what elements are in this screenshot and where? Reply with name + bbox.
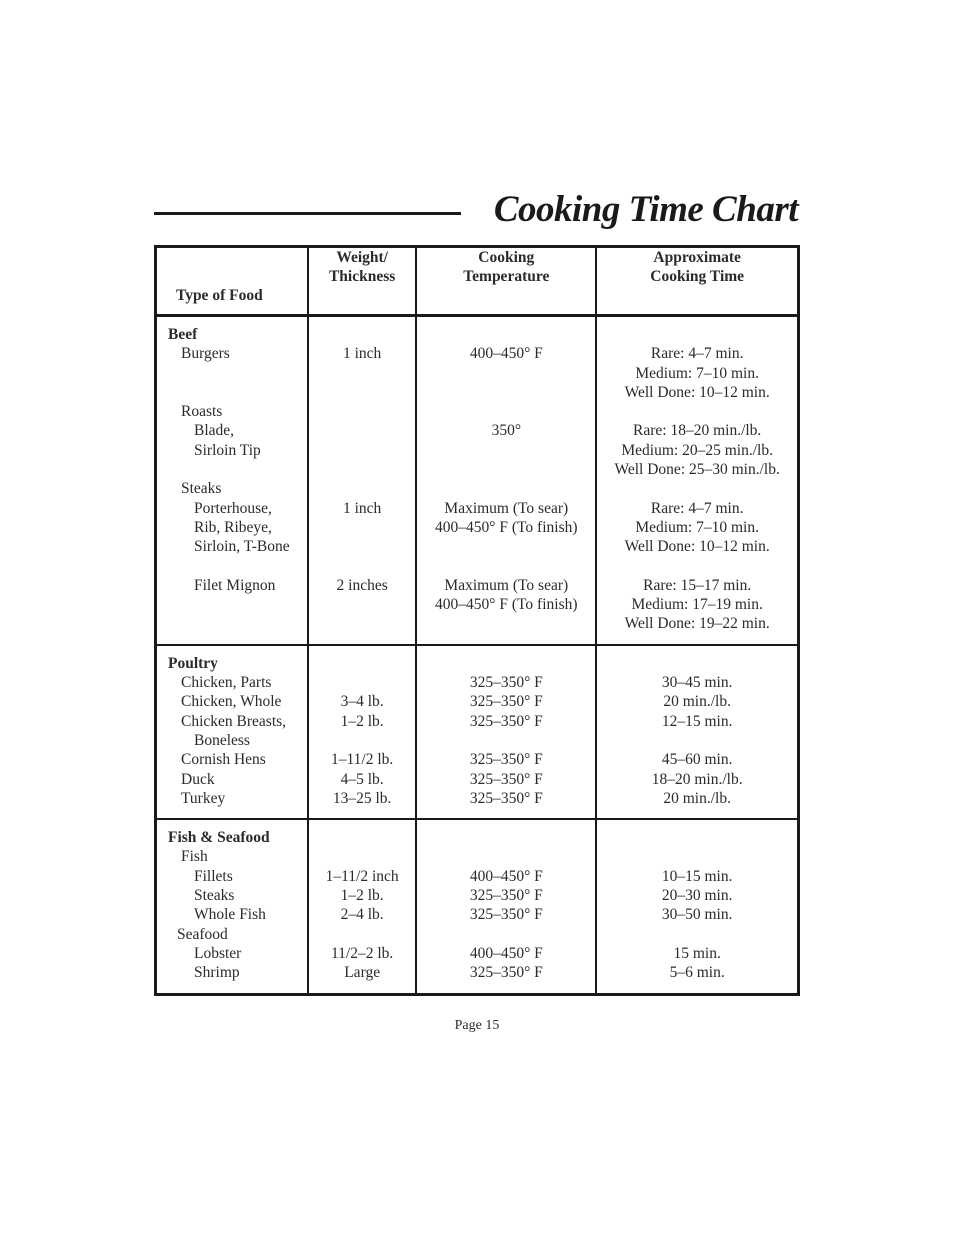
cell-line bbox=[157, 383, 307, 402]
cell-line: Turkey bbox=[181, 789, 226, 807]
cell-line: Medium: 7–10 min. bbox=[635, 364, 759, 382]
cell-line: 4–5 lb. bbox=[340, 770, 384, 788]
header-type-of-food: Type of Food bbox=[156, 247, 309, 316]
cell-line bbox=[309, 518, 415, 537]
cell-line: 2 inches bbox=[336, 576, 388, 594]
cell-line: 30–50 min. bbox=[661, 906, 733, 924]
cell-line bbox=[417, 925, 595, 944]
cell-line: 3–4 lb. bbox=[340, 693, 384, 711]
section-poultry bbox=[156, 645, 799, 819]
title-row bbox=[154, 186, 800, 234]
cell-line: Fish bbox=[181, 848, 208, 866]
temperature-cell bbox=[416, 645, 596, 819]
cell-line: 400–450° F (To finish) bbox=[435, 518, 578, 536]
cell-line bbox=[309, 479, 415, 498]
cell-line bbox=[309, 731, 415, 750]
cell-line bbox=[417, 828, 595, 847]
cell-line: 20–30 min. bbox=[661, 887, 733, 905]
cell-line: Cornish Hens bbox=[181, 751, 266, 769]
cell-line: 325–350° F bbox=[469, 770, 543, 788]
cell-line bbox=[309, 364, 415, 383]
cell-line bbox=[417, 557, 595, 576]
cell-line: 18–20 min./lb. bbox=[651, 770, 743, 788]
cell-line bbox=[309, 673, 415, 692]
section-beef bbox=[156, 316, 799, 645]
header-cooking-temperature bbox=[416, 247, 596, 316]
cell-line bbox=[597, 731, 797, 750]
cell-line bbox=[309, 654, 415, 673]
cell-line bbox=[157, 364, 307, 383]
cell-line: Rare: 15–17 min. bbox=[643, 576, 752, 594]
cell-line: 1 inch bbox=[342, 499, 382, 517]
header-temp-line1: Cooking bbox=[478, 249, 535, 266]
cell-line: 20 min./lb. bbox=[663, 789, 731, 807]
cell-line bbox=[597, 828, 797, 847]
cell-line: Shrimp bbox=[194, 964, 240, 982]
cell-line: Seafood bbox=[177, 925, 228, 943]
cell-line bbox=[157, 460, 307, 479]
cell-line: Filet Mignon bbox=[194, 576, 276, 594]
cell-line bbox=[309, 441, 415, 460]
cell-line: Well Done: 10–12 min. bbox=[624, 538, 770, 556]
cell-line: Sirloin Tip bbox=[194, 441, 261, 459]
header-approx-cooking-time bbox=[596, 247, 798, 316]
cell-line bbox=[309, 925, 415, 944]
cell-line: 1–11/2 inch bbox=[325, 867, 399, 885]
cell-line bbox=[597, 325, 797, 344]
cell-line: 5–6 min. bbox=[669, 964, 725, 982]
page-number: Page 15 bbox=[454, 1018, 500, 1033]
cell-line: 325–350° F bbox=[469, 887, 543, 905]
cell-line bbox=[417, 654, 595, 673]
cell-line: Porterhouse, bbox=[194, 499, 272, 517]
cell-line: Rare: 18–20 min./lb. bbox=[633, 422, 762, 440]
cell-line: 350° bbox=[491, 422, 522, 440]
cell-line bbox=[417, 325, 595, 344]
cell-line: 20 min./lb. bbox=[663, 693, 731, 711]
cell-line: Maximum (To sear) bbox=[444, 499, 569, 517]
cell-line: Well Done: 19–22 min. bbox=[624, 615, 770, 633]
cell-line: Large bbox=[344, 964, 381, 982]
header-time-line2: Cooking Time bbox=[650, 268, 745, 285]
cell-line: 325–350° F bbox=[469, 674, 543, 692]
cell-line: Chicken, Parts bbox=[181, 674, 272, 692]
cell-line bbox=[157, 557, 307, 576]
cell-line: Well Done: 25–30 min./lb. bbox=[614, 461, 780, 479]
section-heading: Poultry bbox=[168, 654, 218, 672]
cell-line: 10–15 min. bbox=[661, 867, 733, 885]
cell-line: 400–450° F bbox=[469, 944, 543, 962]
cell-line: 325–350° F bbox=[469, 751, 543, 769]
cell-line: Duck bbox=[181, 770, 215, 788]
cell-line: Whole Fish bbox=[194, 906, 266, 924]
cell-line: Well Done: 10–12 min. bbox=[624, 383, 770, 401]
cell-line bbox=[309, 421, 415, 440]
cell-line: Burgers bbox=[181, 345, 230, 363]
cell-line bbox=[309, 557, 415, 576]
cell-line bbox=[597, 654, 797, 673]
cell-line: 30–45 min. bbox=[661, 674, 733, 692]
weight-cell bbox=[308, 645, 416, 819]
food-cell bbox=[156, 819, 309, 994]
cell-line: 325–350° F bbox=[469, 693, 543, 711]
cell-line bbox=[417, 537, 595, 556]
page-title: Cooking Time Chart bbox=[493, 189, 798, 230]
header-weight-line2: Thickness bbox=[328, 268, 396, 285]
cell-line: Medium: 17–19 min. bbox=[631, 596, 763, 614]
cell-line bbox=[597, 925, 797, 944]
cell-line bbox=[417, 402, 595, 421]
cell-line: Steaks bbox=[194, 887, 235, 905]
cooking-time-table bbox=[154, 245, 800, 996]
cell-line bbox=[597, 557, 797, 576]
cell-line bbox=[597, 479, 797, 498]
time-cell bbox=[596, 316, 798, 645]
cell-line bbox=[157, 595, 307, 614]
cell-line bbox=[417, 479, 595, 498]
cell-line bbox=[417, 364, 595, 383]
cell-line bbox=[597, 847, 797, 866]
cell-line: Medium: 7–10 min. bbox=[635, 518, 759, 536]
header-weight-line1: Weight/ bbox=[336, 249, 388, 266]
cell-line bbox=[597, 402, 797, 421]
cell-line: 325–350° F bbox=[469, 906, 543, 924]
cell-line: Rib, Ribeye, bbox=[194, 518, 272, 536]
cell-line bbox=[417, 441, 595, 460]
cell-line: Roasts bbox=[181, 403, 223, 421]
cell-line bbox=[309, 383, 415, 402]
cell-line: Sirloin, T-Bone bbox=[194, 538, 290, 556]
header-temp-line2: Temperature bbox=[463, 268, 550, 285]
time-cell bbox=[596, 645, 798, 819]
temperature-cell bbox=[416, 819, 596, 994]
cell-line: 1–2 lb. bbox=[340, 887, 384, 905]
cell-line: 12–15 min. bbox=[661, 712, 733, 730]
cell-line bbox=[309, 402, 415, 421]
cell-line bbox=[157, 614, 307, 633]
cell-line bbox=[417, 847, 595, 866]
cell-line: Rare: 4–7 min. bbox=[650, 499, 744, 517]
cell-line: 400–450° F (To finish) bbox=[435, 596, 578, 614]
cell-line bbox=[309, 595, 415, 614]
cell-line: Rare: 4–7 min. bbox=[650, 345, 744, 363]
weight-cell bbox=[308, 819, 416, 994]
cell-line bbox=[417, 460, 595, 479]
cell-line bbox=[309, 614, 415, 633]
header-weight-thickness bbox=[308, 247, 416, 316]
cell-line: Lobster bbox=[194, 944, 242, 962]
cell-line bbox=[309, 460, 415, 479]
cell-line: 400–450° F bbox=[469, 867, 543, 885]
cell-line: 1–11/2 lb. bbox=[331, 751, 394, 769]
cell-line: Chicken Breasts, bbox=[181, 712, 287, 730]
cell-line: 45–60 min. bbox=[661, 751, 733, 769]
cell-line bbox=[309, 828, 415, 847]
cell-line bbox=[309, 537, 415, 556]
cell-line: 1–2 lb. bbox=[340, 712, 384, 730]
header-time-line1: Approximate bbox=[653, 249, 741, 266]
cell-line bbox=[309, 325, 415, 344]
cell-line: Boneless bbox=[194, 731, 250, 749]
title-rule bbox=[154, 212, 461, 215]
cell-line bbox=[309, 847, 415, 866]
temperature-cell bbox=[416, 316, 596, 645]
section-heading: Beef bbox=[168, 326, 198, 343]
cell-line: 2–4 lb. bbox=[340, 906, 384, 924]
cell-line: Blade, bbox=[194, 422, 235, 440]
cell-line: 325–350° F bbox=[469, 712, 543, 730]
cell-line: Maximum (To sear) bbox=[444, 576, 569, 594]
cell-line: 11/2–2 lb. bbox=[331, 944, 394, 962]
cell-line: 13–25 lb. bbox=[332, 789, 392, 807]
cell-line: Chicken, Whole bbox=[181, 693, 282, 711]
cell-line bbox=[417, 731, 595, 750]
section-heading: Fish & Seafood bbox=[168, 829, 270, 847]
table-header bbox=[156, 247, 799, 316]
section-fish-seafood bbox=[156, 819, 799, 994]
cell-line bbox=[417, 614, 595, 633]
cell-line bbox=[417, 383, 595, 402]
cell-line: Fillets bbox=[194, 867, 233, 885]
cell-line: Medium: 20–25 min./lb. bbox=[621, 441, 773, 459]
time-cell bbox=[596, 819, 798, 994]
cell-line: 325–350° F bbox=[469, 789, 543, 807]
cell-line: Steaks bbox=[181, 480, 222, 498]
cell-line: 15 min. bbox=[673, 944, 721, 962]
cell-line: 400–450° F bbox=[469, 345, 543, 363]
cell-line: 325–350° F bbox=[469, 964, 543, 982]
food-cell bbox=[156, 645, 309, 819]
cell-line: 1 inch bbox=[342, 345, 382, 363]
weight-cell bbox=[308, 316, 416, 645]
food-cell bbox=[156, 316, 309, 645]
